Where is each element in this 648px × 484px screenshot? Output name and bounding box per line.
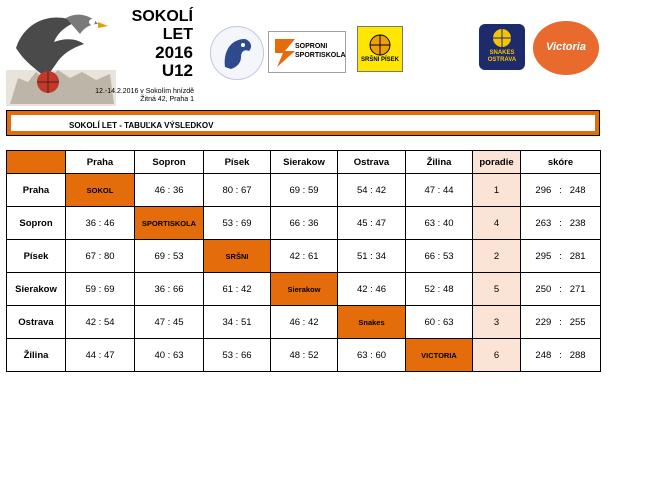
row-header-sopron: Sopron (7, 207, 66, 240)
table-row (7, 174, 601, 207)
score-cell: 60 : 63 (406, 306, 473, 339)
score-cell: 36 : 46 (66, 207, 135, 240)
victoria-logo (533, 21, 599, 75)
srsni-pisek-logo (357, 26, 403, 72)
victoria-logo-text: Victoria (546, 41, 586, 53)
diagonal-cell: SRŠNI (204, 240, 271, 273)
title-banner (6, 110, 600, 136)
score-cell: 63 : 40 (406, 207, 473, 240)
diagonal-cell: Sierakow (271, 273, 338, 306)
total-score-cell: 250 : 271 (521, 273, 601, 306)
table-row (7, 273, 601, 306)
event-date: 12.-14.2.2016 v Sokolím hnízdě (95, 88, 194, 95)
score-cell: 48 : 52 (271, 339, 338, 372)
score-cell: 42 : 54 (66, 306, 135, 339)
event-info (64, 88, 194, 104)
score-cell: 59 : 69 (66, 273, 135, 306)
diagonal-cell: VICTORIA (406, 339, 473, 372)
score-cell: 47 : 44 (406, 174, 473, 207)
rank-cell: 6 (473, 339, 521, 372)
snakes-logo-text: SNAKES OSTRAVA (487, 50, 517, 63)
diagonal-cell: Snakes (338, 306, 406, 339)
hornet-ball-icon (358, 27, 402, 57)
event-title-name: SOKOLÍ LET (131, 8, 193, 43)
score-cell: 46 : 42 (271, 306, 338, 339)
score-cell: 42 : 61 (271, 240, 338, 273)
row-header-pisek: Písek (7, 240, 66, 273)
diagonal-cell: SPORTISKOLA (135, 207, 204, 240)
rank-cell: 1 (473, 174, 521, 207)
col-header-zilina: Žilina (406, 151, 473, 174)
score-cell: 44 : 47 (66, 339, 135, 372)
col-header-ostrava: Ostrava (338, 151, 406, 174)
snakes-ostrava-logo (479, 24, 525, 70)
total-score-cell: 295 : 281 (521, 240, 601, 273)
results-table (6, 150, 601, 372)
score-cell: 52 : 48 (406, 273, 473, 306)
score-cell: 63 : 60 (338, 339, 406, 372)
rank-cell: 3 (473, 306, 521, 339)
total-score-cell: 263 : 238 (521, 207, 601, 240)
score-cell: 69 : 53 (135, 240, 204, 273)
banner-title: SOKOLÍ LET - TABUĽKA VÝSLEDKOV (69, 121, 214, 130)
sopron-logo-text: SOPRONI SPORTISKOLA (295, 43, 346, 59)
table-row (7, 339, 601, 372)
score-cell: 53 : 66 (204, 339, 271, 372)
srsni-logo-text: SRŠNI PÍSEK (360, 57, 399, 63)
score-cell: 61 : 42 (204, 273, 271, 306)
score-cell: 66 : 53 (406, 240, 473, 273)
col-header-pisek: Písek (204, 151, 271, 174)
total-score-cell: 248 : 288 (521, 339, 601, 372)
score-cell: 53 : 69 (204, 207, 271, 240)
rank-cell: 2 (473, 240, 521, 273)
row-header-sierakow: Sierakow (7, 273, 66, 306)
col-header-poradie: poradie (473, 151, 521, 174)
score-cell: 80 : 67 (204, 174, 271, 207)
corner-cell (7, 151, 66, 174)
row-header-zilina: Žilina (7, 339, 66, 372)
col-header-skore: skóre (521, 151, 601, 174)
table-row (7, 306, 601, 339)
rank-cell: 5 (473, 273, 521, 306)
eagle-head-icon (211, 27, 263, 79)
score-cell: 36 : 66 (135, 273, 204, 306)
col-header-sopron: Sopron (135, 151, 204, 174)
score-cell: 69 : 59 (271, 174, 338, 207)
event-title (103, 8, 193, 80)
header-row (7, 151, 601, 174)
row-header-praha: Praha (7, 174, 66, 207)
rank-cell: 4 (473, 207, 521, 240)
row-header-ostrava: Ostrava (7, 306, 66, 339)
score-cell: 66 : 36 (271, 207, 338, 240)
score-cell: 42 : 46 (338, 273, 406, 306)
score-cell: 54 : 42 (338, 174, 406, 207)
snake-ball-icon (479, 24, 525, 50)
score-cell: 34 : 51 (204, 306, 271, 339)
score-cell: 51 : 34 (338, 240, 406, 273)
diagonal-cell: SOKOL (66, 174, 135, 207)
score-cell: 46 : 36 (135, 174, 204, 207)
total-score-cell: 229 : 255 (521, 306, 601, 339)
score-cell: 45 : 47 (338, 207, 406, 240)
event-title-year: 2016 (155, 43, 193, 62)
col-header-praha: Praha (66, 151, 135, 174)
event-address: Žitná 42, Praha 1 (140, 96, 194, 103)
title-banner-inner (11, 115, 595, 131)
sopron-sportiskola-logo (268, 31, 346, 73)
col-header-sierakow: Sierakow (271, 151, 338, 174)
table-row (7, 207, 601, 240)
table-row (7, 240, 601, 273)
score-cell: 67 : 80 (66, 240, 135, 273)
score-cell: 40 : 63 (135, 339, 204, 372)
kara-trutnov-logo (210, 26, 264, 80)
score-cell: 47 : 45 (135, 306, 204, 339)
event-title-category: U12 (161, 61, 193, 80)
total-score-cell: 296 : 248 (521, 174, 601, 207)
